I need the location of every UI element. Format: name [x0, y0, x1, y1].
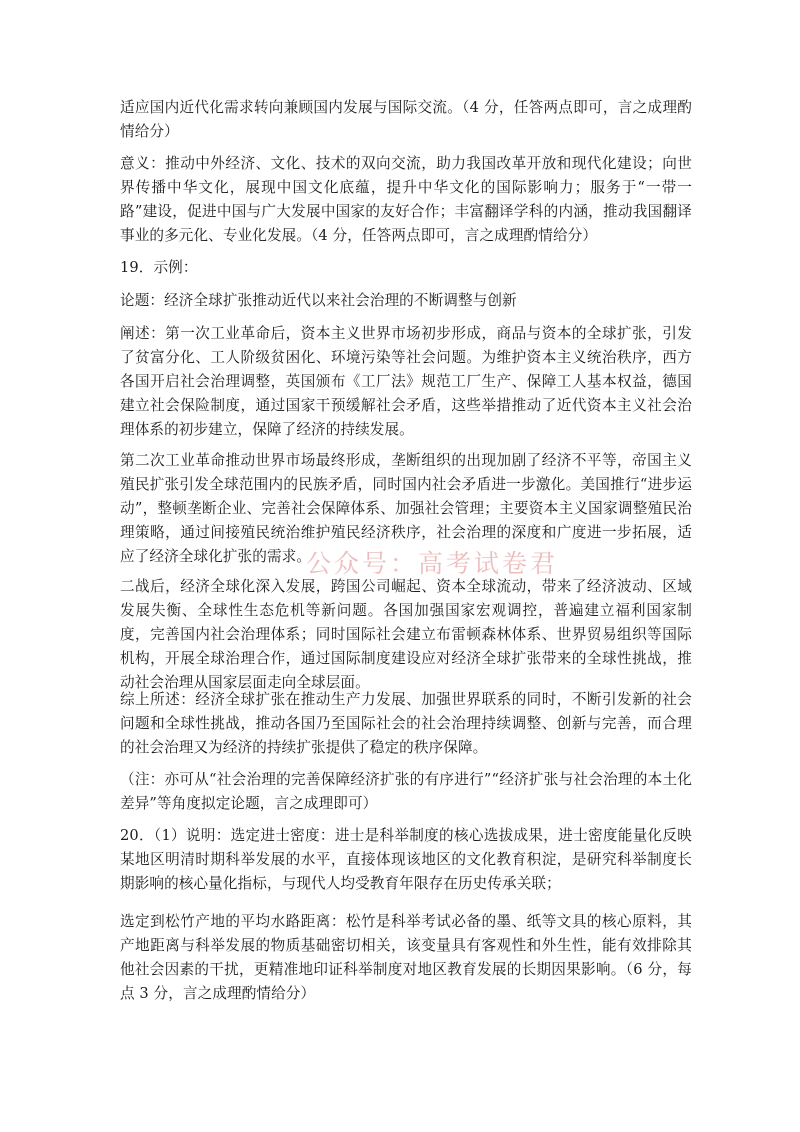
- question-20-part1-distance: 选定到松竹产地的平均水路距离：松竹是科举考试必备的墨、纸等文具的核心原料，其产地距离与科举发展的物质基础密切相关，该变量具有客观性和外生性，能有效排除其他社会因素的干扰，更精准地印证科举制度对地区教育发展的长期因果影响。（6 分，每点 3 分，言之成理酌情给分）: [120, 913, 692, 1002]
- question-20-part1-explanation: 20．（1）说明：选定进士密度：进士是科举制度的核心选拔成果，进士密度能量化反映某地区明清时期科举发展的水平，直接体现该地区的文化教育积淀，是研究科举制度长期影响的核心量化指标，与现代人均受教育年限存在历史传承关联；: [120, 827, 692, 892]
- answer-paragraph-18-significance: 意义：推动中外经济、文化、技术的双向交流，助力我国改革开放和现代化建设；向世界传播中华文化，展现中国文化底蕴，提升中华文化的国际影响力；服务于“一带一路”建设，促进中国与广大发展中国家的友好合作；丰富翻译学科的内涵，推动我国翻译事业的多元化、专业化发展。（4 分，任答两点即可，言之成理酌情给分）: [120, 155, 692, 244]
- question-19-conclusion: 综上所述：经济全球扩张在推动生产力发展、加强世界联系的同时，不断引发新的社会问题和全球性挑战，推动各国乃至国际社会的社会治理持续调整、创新与完善，而合理的社会治理又为经济的持续扩张提供了稳定的秩序保障。: [120, 691, 692, 756]
- question-19-heading: 19．示例：: [120, 259, 198, 276]
- watermark-text: 公众号：高考试卷君: [306, 549, 559, 578]
- answer-paragraph-18-conclusion: 适应国内近代化需求转向兼顾国内发展与国际交流。（4 分，任答两点即可，言之成理酌情给分）: [120, 99, 692, 140]
- question-19-thesis: 论题：经济全球扩张推动近代以来社会治理的不断调整与创新: [120, 292, 517, 309]
- question-19-note: （注：亦可从“社会治理的完善保障经济扩张的有序进行”“经济扩张与社会治理的本土化差异”等角度拟定论题，言之成理即可）: [120, 771, 692, 812]
- question-19-argument-postwar: 二战后，经济全球化深入发展，跨国公司崛起、资本全球流动，带来了经济波动、区域发展失衡、全球性生态危机等新问题。各国加强国家宏观调控，普遍建立福利国家制度，完善国内社会治理体系；同时国际社会建立布雷顿森林体系、世界贸易组织等国际机构，开展全球治理合作，通过国际制度建设应对经济全球扩张带来的全球性挑战，推动社会治理从国家层面走向全球层面。: [120, 578, 692, 691]
- question-19-argument-second: 第二次工业革命推动世界市场最终形成，垄断组织的出现加剧了经济不平等，帝国主义殖民扩张引发全球范围内的民族矛盾，同时国内社会矛盾进一步激化。美国推行“进步运动”，整顿垄断企业、完善社会保障体系、加强社会管理；主要资本主义国家调整殖民治理策略，通过间接殖民统治维护殖民经济秩序，社会治理的深度和广度进一步拓展，适应了经济全球化扩张的需求。: [120, 452, 692, 565]
- question-19-argument-first: 阐述：第一次工业革命后，资本主义世界市场初步形成，商品与资本的全球扩张，引发了贫富分化、工人阶级贫困化、环境污染等社会问题。为维护资本主义统治秩序，西方各国开启社会治理调整，英国颁布《工厂法》规范工厂生产、保障工人基本权益，德国建立社会保险制度，通过国家干预缓解社会矛盾，这些举措推动了近代资本主义社会治理体系的初步建立，保障了经济的持续发展。: [120, 325, 692, 438]
